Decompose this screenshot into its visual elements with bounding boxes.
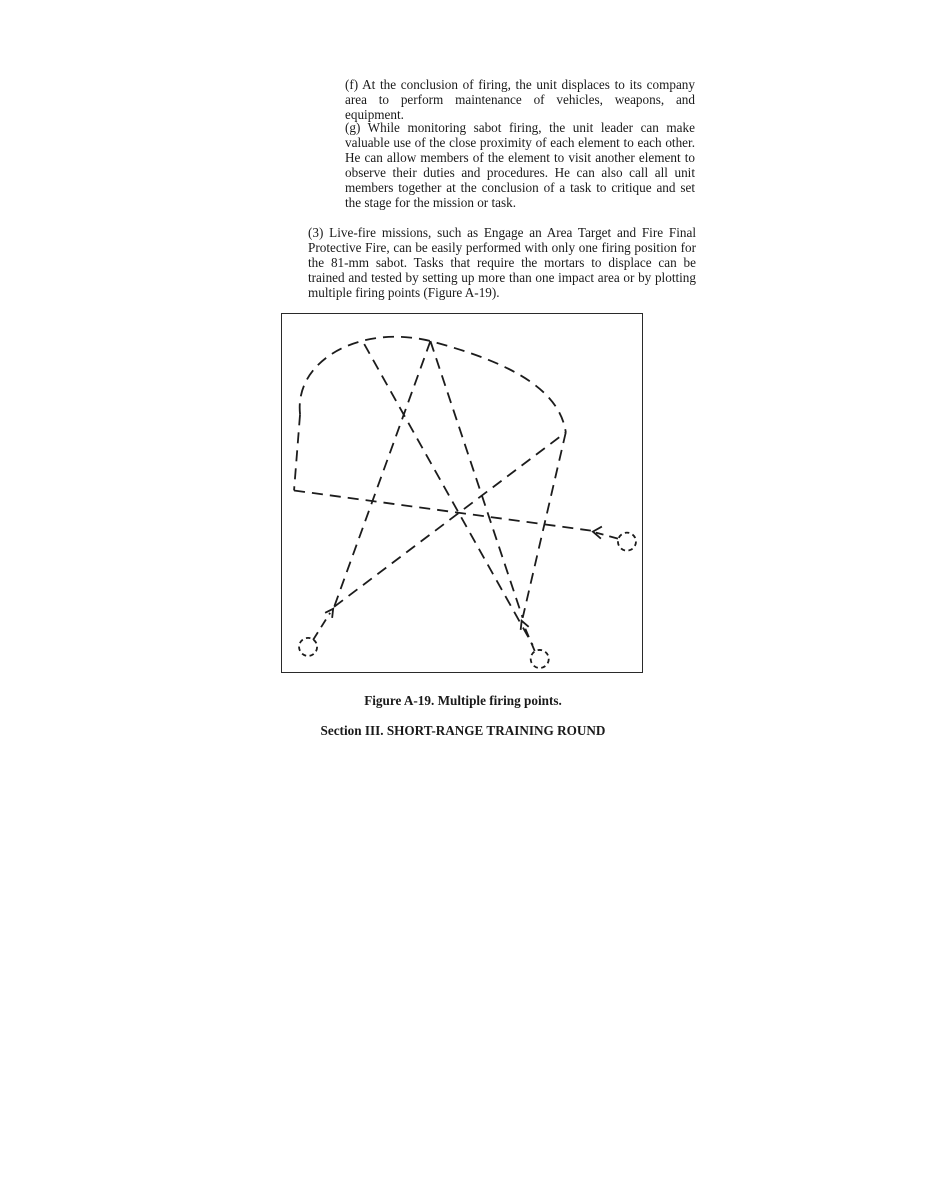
paragraph-g: (g) While monitoring sabot firing, the unit leader can make valuable use of the close proximity of each element to each other. He can allow members of the element to visit another element to observe their duties and procedures. He can also call all unit members together at the conclusion of a task to critique and set the stage for the mission or task. [345,120,695,210]
firing-point-circle [531,650,549,668]
section-heading: Section III. SHORT-RANGE TRAINING ROUND [320,723,606,738]
paragraph-3: (3) Live-fire missions, such as Engage an Area Target and Fire Final Protective Fire, can be easily performed with only one firing position for the 81-mm sabot. Tasks that require the mortars to displace can be trained and tested by setting up more than one impact area or by plotting multiple firing points (Figure A-19). [308,225,696,300]
paragraph-f: (f) At the conclusion of firing, the unit displaces to its company area to perform maintenance of vehicles, weapons, and equipment. [345,77,695,122]
figure-a19-diagram [281,313,643,673]
figure-caption: Figure A-19. Multiple firing points. [364,693,562,708]
route-line [334,341,430,607]
route-line [364,344,532,645]
firing-point-circle [299,638,317,656]
route-line-left [294,414,300,490]
direction-arrow-line [313,613,330,640]
direction-arrow-line [524,625,535,651]
direction-arrow-icon [521,621,529,630]
firing-point-circle [618,533,636,551]
route-arc [300,337,566,433]
route-line [430,341,522,618]
multiple-firing-points-diagram [282,314,642,672]
